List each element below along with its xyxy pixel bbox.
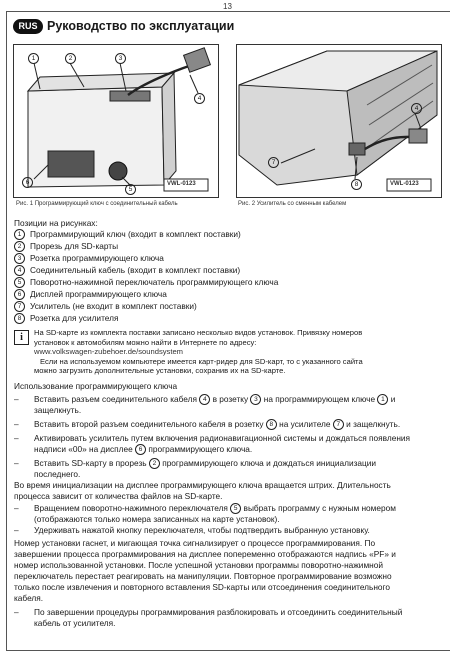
usage-heading: Использование программирующего ключа <box>14 381 178 391</box>
step-text: защелкнуть. <box>34 405 82 416</box>
legend-number: 4 <box>14 265 25 276</box>
bullet-dash: – <box>14 394 19 404</box>
legend-text: Соединительный кабель (входит в комплект поставки) <box>30 265 241 275</box>
legend-item <box>14 277 278 288</box>
bullet-dash: – <box>14 525 19 535</box>
callout-1: 1 <box>28 53 39 64</box>
legend-text: Розетка программирующего ключа <box>30 253 164 263</box>
legend-number: 2 <box>14 241 25 252</box>
callout-6: 6 <box>22 177 33 188</box>
legend-item <box>14 253 164 264</box>
step-text: и <box>390 394 396 404</box>
paragraph-line: номер использованной установки. После успешной установки программы поворотно-нажимной <box>14 560 383 570</box>
legend-item <box>14 241 118 252</box>
step-text: и защелкнуть. <box>346 419 401 429</box>
paragraph-line: переключатель перестает реагировать на манипуляции. Повторное программирование возможно <box>14 571 392 581</box>
usage-step-3 <box>34 433 434 455</box>
figure-1-caption: Рис. 1 Программирующий ключ с соединительный кабель <box>16 201 178 207</box>
callout-4: 4 <box>194 93 205 104</box>
bullet-dash: – <box>14 433 19 443</box>
legend-text: Розетка для усилителя <box>30 313 119 323</box>
legend-number: 8 <box>14 313 25 324</box>
bottom-rule <box>6 650 450 651</box>
usage-step-7 <box>34 607 434 629</box>
amplifier-illustration <box>237 45 441 197</box>
paragraph-init <box>14 480 446 502</box>
step-text: на программирующем ключе <box>263 394 376 404</box>
legend-number: 1 <box>14 229 25 240</box>
step-text: последнего. <box>34 469 81 480</box>
legend-item <box>14 229 241 240</box>
legend-text: Поворотно-нажимной переключатель программирующего ключа <box>30 277 279 287</box>
step-text: (отображаются только номера записанных на карте установок). <box>34 514 280 525</box>
step-text: на усилителе <box>279 419 331 429</box>
legend-number: 3 <box>14 253 25 264</box>
legend-item <box>14 313 118 324</box>
step-text: надписи «00» на дисплее <box>34 444 133 454</box>
step-text: в розетку <box>212 394 249 404</box>
figure-1 <box>13 44 219 198</box>
paragraph-line: Во время инициализации на дисплее программирующего ключа вращается штрих. Длительность <box>14 480 391 490</box>
ref-3: 3 <box>250 394 261 405</box>
info-link[interactable]: www.volkswagen-zubehoer.de/soundsystem <box>34 347 184 356</box>
step-text: кабель от усилителя. <box>34 618 116 628</box>
usage-step-6: Удерживать нажатой кнопку переключателя, чтобы подтвердить выбранную установку. <box>34 525 370 535</box>
ref-7: 7 <box>333 419 344 430</box>
usage-step-5 <box>34 503 434 525</box>
ref-4: 4 <box>199 394 210 405</box>
info-text <box>34 328 449 376</box>
language-badge: RUS <box>13 19 43 34</box>
legend-number: 6 <box>14 289 25 300</box>
top-rule <box>6 11 450 12</box>
callout-2: 2 <box>65 53 76 64</box>
ref-2: 2 <box>149 458 160 469</box>
programming-key-illustration <box>14 45 218 197</box>
paragraph-line: процесса зависит от количества файлов на SD-карте. <box>14 491 223 501</box>
usage-step-4 <box>34 458 434 480</box>
legend-item <box>14 301 197 312</box>
info-icon: i <box>14 330 29 345</box>
legend-text: Дисплей программирующего ключа <box>30 289 167 299</box>
step-text: программирующего ключа и дождаться инициализации <box>162 458 377 468</box>
callout-5: 5 <box>125 184 136 195</box>
info-line: На SD-карте из комплекта поставки записано несколько видов установок. Привязку номеров <box>34 328 363 337</box>
info-line: установок к автомобилям можно найти в Интернете по адресу: <box>34 337 257 347</box>
legend-text: Усилитель (не входит в комплект поставки) <box>30 301 197 311</box>
paragraph-line: Номер установки гаснет, и мигающая точка сигнализирует о процессе программирования. По <box>14 538 376 548</box>
figure-2 <box>236 44 442 198</box>
paragraph-line: завершении процесса программирования на дисплее попеременно отображаются надпись «PF» и <box>14 549 396 559</box>
step-text: Вращением поворотно-нажимного переключателя <box>34 503 228 513</box>
callout-8: 8 <box>351 179 362 190</box>
page-title: Руководство по эксплуатации <box>47 19 235 33</box>
figure-2-caption: Рис. 2 Усилитель со сменным кабелем <box>238 201 347 207</box>
bullet-dash: – <box>14 458 19 468</box>
legend-item <box>14 289 167 300</box>
figure-code: VWL-0123 <box>390 181 419 187</box>
usage-step-1 <box>34 394 434 416</box>
legend-number: 7 <box>14 301 25 312</box>
step-text: выбрать программу с нужным номером <box>243 503 396 513</box>
bullet-dash: – <box>14 419 19 429</box>
legend-text: Программирующий ключ (входит в комплект поставки) <box>30 229 241 239</box>
legend-item <box>14 265 240 276</box>
callout-7: 7 <box>268 157 279 168</box>
paragraph-line: только после извлечения и повторного вставления SD-карты или отсоединения соединительного <box>14 582 390 592</box>
bullet-dash: – <box>14 503 19 513</box>
step-text: По завершении процедуры программирования разблокировать и отсоединить соединительный <box>34 607 403 617</box>
info-line: Если на используемом компьютере имеется карт-ридер для SD-карт, то с указанного сайта <box>40 356 363 366</box>
callout-3: 3 <box>115 53 126 64</box>
bullet-dash: – <box>14 607 19 617</box>
step-text: программирующего ключа. <box>148 444 253 454</box>
legend-heading: Позиции на рисунках: <box>14 218 98 228</box>
step-text: Вставить второй разъем соединительного кабеля в розетку <box>34 419 264 429</box>
callout-4b: 4 <box>411 103 422 114</box>
info-line: можно загрузить дополнительные установки, сохранив их на SD-карте. <box>34 366 286 375</box>
ref-8: 8 <box>266 419 277 430</box>
legend-text: Прорезь для SD-карты <box>30 241 119 251</box>
paragraph-line: кабеля. <box>14 593 44 603</box>
step-text: Активировать усилитель путем включения радионавигационной системы и дождаться появления <box>34 433 411 443</box>
page-number: 13 <box>223 2 232 11</box>
step-text: Вставить разъем соединительного кабеля <box>34 394 197 404</box>
legend-number: 5 <box>14 277 25 288</box>
figure-code: VWL-0123 <box>167 181 196 187</box>
ref-1: 1 <box>377 394 388 405</box>
ref-6: 6 <box>135 444 146 455</box>
step-text: Вставить SD-карту в прорезь <box>34 458 147 468</box>
ref-5: 5 <box>230 503 241 514</box>
side-rule <box>6 11 7 651</box>
usage-step-2 <box>34 419 434 430</box>
paragraph-programming <box>14 538 448 604</box>
